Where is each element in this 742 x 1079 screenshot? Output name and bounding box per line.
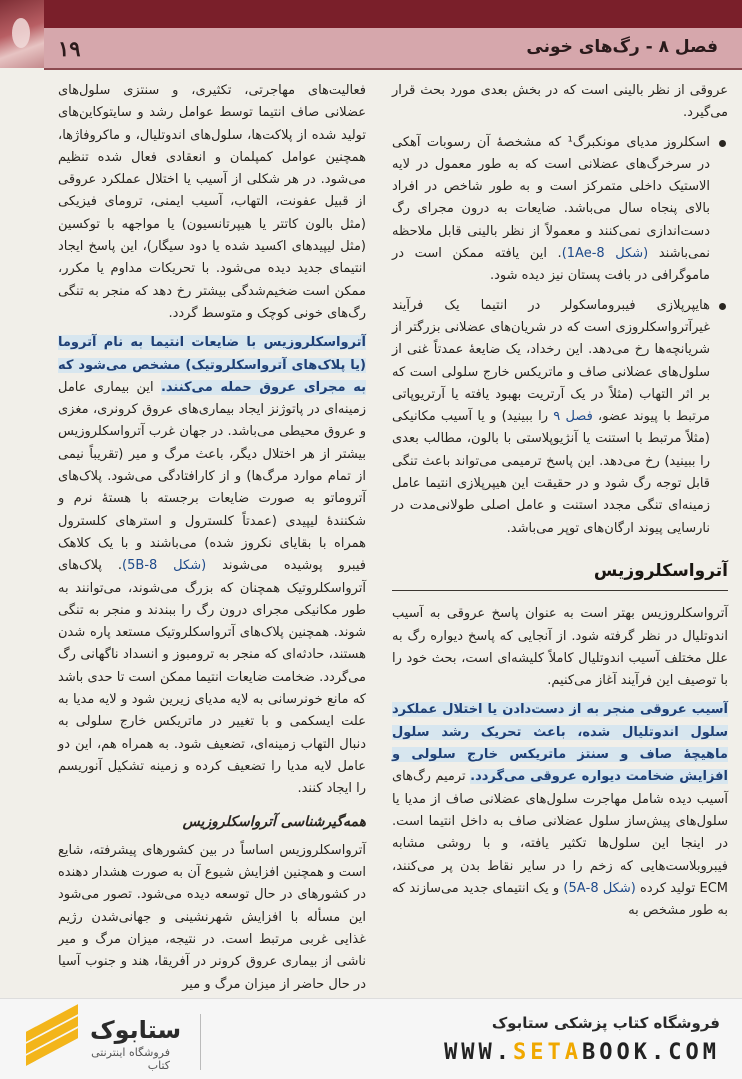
store-title: فروشگاه کتاب پزشکی ستابوک	[491, 1014, 720, 1032]
paragraph-text: ترمیم رگ‌های آسیب دیده شامل مهاجرت سلول‌های عضلانی صاف از مدیا یا سلول‌های پیش‌ساز سلول عضلانی صاف به داخل انتیما است. در اینجا این سلول‌ها تکثیر یافته، و با روشی مشابه فیبروبلاست‌هایی که زخم را در سایر نقاط بدن پر می‌کنند، ECM تولید کرده	[392, 769, 729, 896]
bullet-text: . این یافته ممکن است در ماموگرافی در بافت پستان نیز دیده شود.	[392, 246, 710, 284]
store-logo[interactable]	[20, 1016, 182, 1072]
page-number: ۱۹	[58, 36, 81, 61]
bullet-text: را ببینید) و یا آسیب مکانیکی (مثلاً مرتبط با استنت یا آنژیوپلاستی با بالون، مطالب بعدی را ببینید) رخ می‌دهد. این پاسخ ترمیمی می‌تواند باعث تنگی قابل توجه رگ شود و در حقیقت این هیپرپلازی انتیما عامل زمینه‌ای تنگی مجدد استنت و عامل اصلی طولانی‌مدت در نارسایی پیوند ارگان‌های توپر می‌باشد.	[392, 409, 710, 536]
paragraph: آترواسکلروزیس اساساً در بین کشورهای پیشرفته، شایع است و همچنین افزایش شیوع آن به صورت هشدار دهنده در کشورهای در حال توسعه دیده می‌شود. تصور می‌شود این مسأله با افزایش شهرنشینی و جهانی‌شدن رژیم غذایی غربی مرتبط است. در نتیجه، میزان مرگ و میر ناشی از بیماری عروق کرونر در آفریقا، هند و جنوب آسیا در حال حاضر از میزان مرگ و میر	[58, 842, 366, 992]
url-accent: SETA	[513, 1040, 583, 1065]
paragraph: آترواسکلروزیس بهتر است به عنوان پاسخ عروقی به آسیب اندوتلیال در نظر گرفته شود. از آنجایی که پاسخ دیواره رگ به علل مختلف آسیب اندوتلیال کاملاً کلیشه‌ای است، بحث خود را با توصیف این فرآیند آغاز می‌کنیم.	[392, 606, 728, 689]
section-heading	[392, 554, 728, 591]
paragraph-text: و یک انتیمای جدید می‌سازند که به طور مشخص به	[392, 880, 728, 919]
highlighted-statement: آترواسکلروزیس با ضایعات انتیما به نام آتروما (یا پلاک‌های آترواسکلروتیک) مشخص می‌شود که به مجرای عروق حمله می‌کنند.	[58, 335, 366, 395]
paragraph: عروقی از نظر بالینی است که در بخش بعدی مورد بحث قرار می‌گیرد.	[392, 83, 728, 121]
paragraph: فعالیت‌های مهاجرتی، تکثیری، و سنتزی سلول‌های عضلانی صاف انتیما توسط عوامل رشد و سایتوکاین‌های تولید شده از پلاکت‌ها، سلول‌های اندوتلیال، و ماکروفاژها، همچنین عوامل کمپلمان و انعقادی فعال شده تنظیم می‌شود. در هر شکلی از آسیب یا اختلال عملکرد عروقی از قبیل عفونت، التهاب، آسیب ایمنی، ترومای فیزیکی (مثل بالون کاتتر یا هیپرتانسیون) یا مواجهه با توکسین (مثل لیپیدهای اکسید شده یا دود سیگار)، این پاسخ ایجاد انتیمای جدید دیده می‌شود. با تحریکات مداوم یا مکرر، ممکن است ضخیم‌شدگی بیشتر رخ دهد که منجر به تنگی رگ‌های خونی کوچک و متوسط گردد.	[58, 83, 366, 321]
chapter-reference: فصل ۹	[553, 409, 593, 425]
corner-thumbnail-image	[0, 0, 44, 68]
paragraph	[392, 699, 728, 922]
chapter-title: فصل ۸ - رگ‌های خونی	[526, 37, 718, 57]
section-title: آترواسکلروزیس	[593, 560, 728, 581]
figure-reference: (شکل 8-1Ae)	[561, 246, 649, 262]
highlighted-statement: آسیب عروقی منجر به از دست‌دادن یا اختلال عملکرد سلول اندوتلیال شده، باعث تحریک رشد سلول ماهیچهٔ صاف و سنتز ماتریکس خارج سلولی و افزایش ضخامت دیواره عروقی می‌گردد.	[392, 702, 729, 785]
logo-chevron-icon	[20, 1018, 84, 1062]
bullet-text: هایپرپلازی فیبروماسکولر در انتیما یک فرآیند غیرآترواسکلروزی است که در شریان‌های عضلانی بزرگتر از شریانچه‌ها رخ می‌دهد. این رخداد، یک ضایعهٔ عمدتاً غنی از سلول‌های عضلانی صاف و ماتریکس خارج سلولی است که بر اثر التهاب (مثلاً در یک آرتریت بهبود یافته یا آرتریوپاتی مرتبط با پیوند عضو،	[392, 297, 710, 425]
bullet-item	[392, 132, 728, 288]
paragraph	[58, 332, 366, 800]
left-column	[58, 80, 366, 998]
footer-divider	[200, 1014, 201, 1070]
bullet-text: اسکلروز مدیای مونکبرگ¹ که مشخصهٔ آن رسوبات آهکی در سرخرگ‌های عضلانی است که به طور معمول در لایه الاستیک داخلی متمرکز است و به طور شاخص در افراد بالای پنجاه سال می‌باشد. ضایعات به درون مجرای رگ دست‌اندازی نمی‌کنند و معمولاً از نظر بالینی قابل ملاحظه نمی‌باشند	[392, 134, 711, 262]
logo-subtitle: فروشگاه اینترنتی کتاب	[91, 1046, 170, 1072]
url-rest: BOOK.COM	[582, 1040, 720, 1065]
logo-text: ستابوک	[90, 1016, 182, 1044]
right-column	[392, 80, 728, 929]
bullet-item	[392, 295, 728, 540]
paragraph-text: . پلاک‌های آترواسکلروتیک همچنان که بزرگ می‌شوند، می‌توانند به طور مکانیکی مجرای درون رگ را ببندند و منجر به تنگی شوند. همچنین پلاک‌های آترواسکلروتیک مستعد پاره شدن هستند، حادثه‌ای که منجر به ترومبوز و انسداد ناگهانی رگ می‌گردد. ضخامت ضایعات انتیما ممکن است تا حدی باشد که مانع خونرسانی به لایه مدیای زیرین شود و لایه مدیا به علت ایسکمی و با تغییر در ماتریکس خارج سلولی به دنبال التهاب زمینه‌ای، تضعیف شود. به همراه هم، این دو عامل لایه مدیا را تضعیف کرده و زمینه تشکیل آنوریسم را ایجاد کنند.	[58, 558, 366, 797]
figure-reference: (شکل 8-5B)	[122, 558, 207, 574]
store-url-link[interactable]	[444, 1040, 720, 1065]
subsection-heading: همه‌گیرشناسی آترواسکلروزیس	[182, 813, 366, 830]
header-strip	[0, 0, 742, 28]
paragraph-text: این بیماری عامل زمینه‌ای در پاتوژنز ایجاد بیماری‌های عروق کرونری، مغزی و عروق محیطی می‌باشد. در جهان غرب آترواسکلروزیس بیشتر از هر اختلال دیگر، باعث مرگ و میر (تقریباً نیمی از تمام موارد مرگ‌ها) و از کارافتادگی می‌شود. پلاک‌های آتروماتو به صورت ضایعات برجسته با هستهٔ نرم و شکنندهٔ لیپیدی (عمدتاً کلسترول و استرهای کلسترول همراه با بقایای نکروز شده) می‌باشند و با یک کلاهک فیبرو پوشیده می‌شوند	[58, 379, 366, 574]
figure-reference: (شکل 8-5A)	[563, 880, 636, 896]
url-prefix: WWW.	[444, 1040, 514, 1065]
header-divider	[44, 68, 742, 70]
